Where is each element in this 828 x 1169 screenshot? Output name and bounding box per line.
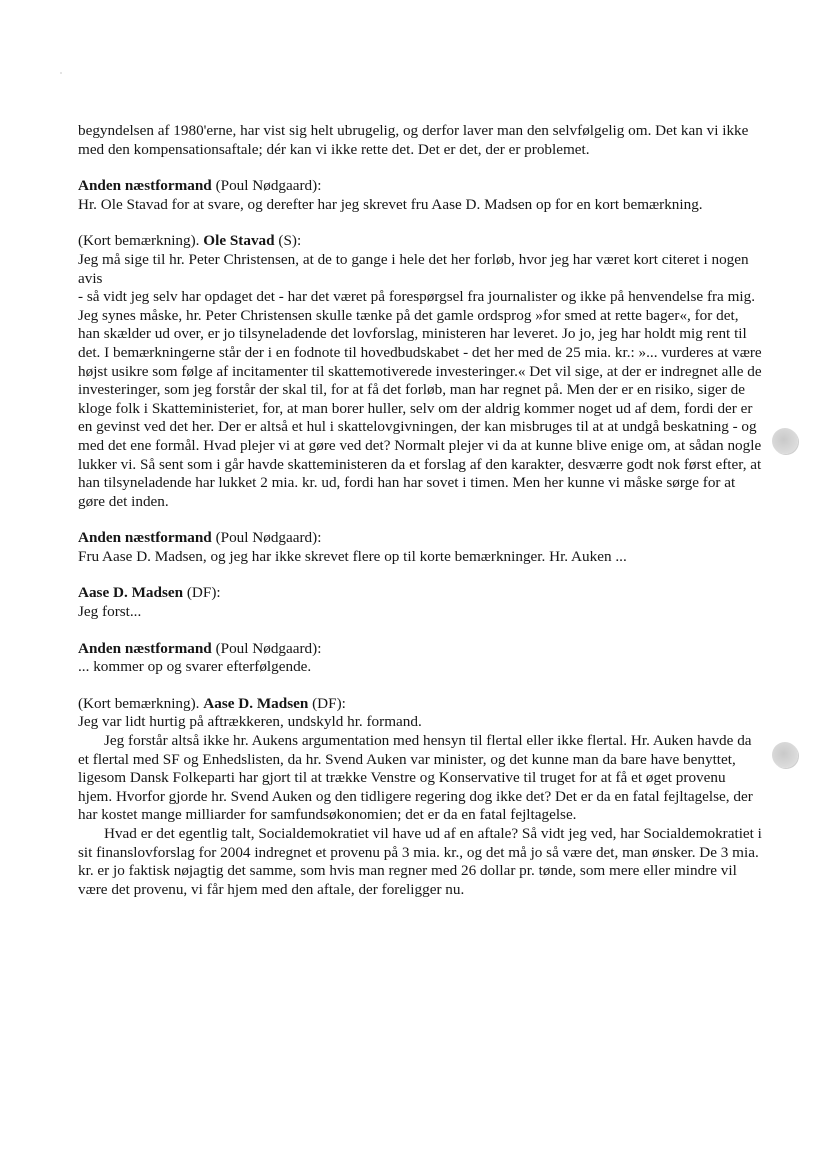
speaker-name: Anden næstformand xyxy=(78,639,212,657)
speaker-name: Anden næstformand xyxy=(78,177,212,195)
scan-speck xyxy=(60,72,62,74)
intro-paragraph: begyndelsen af 1980'erne, har vist sig helt ubrugelig, og derfor laver man den selvfølgelig om. Det kan vi ikke med den kompensationsaftale; dér kan vi ikke rette det. Det er det, der er problemet. xyxy=(78,122,749,158)
speech-paragraph: Jeg forstår altså ikke hr. Aukens argumentation med hensyn til flertal eller ikke flertal. Hr. Auken havde da et flertal med SF og Enhedslisten, da hr. Svend Auken var minister, og det kunne man da bare have benyttet, ligesom Dansk Folkeparti har gjort til at trække Venstre og Konservative til truget for at få et øget provenu hjem. Hvorfor gjorde hr. Svend Auken og den tidligere regering dog ikke det? Det er da en fatal fejltagelse, der har kostet mange milliarder for samfundsøkonomien; det er da en fatal fejltagelse. xyxy=(78,732,753,824)
speech-paragraph: - så vidt jeg selv har opdaget det - har det været på forespørgsel fra journalister og ikke på henvendelse fra mig. Jeg synes måske, hr. Peter Christensen skulle tænke på det gamle ordsprog »for smed at rette bager«, for det, han skælder ud over, er jo tilsyneladende det lovforslag, ministeren har leveret. Jo jo, jeg har holdt mig rent til det. I bemærkningerne står der i en fodnote til hovedbudskabet - det her med de 25 mia. kr.: »... vurderes at være højst usikre som følge af incitamenter til skattemotiverede investeringer.« Det vil sige, at der er indregnet alle de investeringer, som jeg forstår der skal til, for at få det forløb, man har regnet på. Men der er en risiko, siger de kloge folk i Skatteministeriet, for, at man borer huller, selv om der aldrig kommer noget ud af dem, fordi der er en gevinst ved det her. Der er altså et hul i skattelovgivningen, der kan misbruges til at at undgå beskatning - og med det ene formål. Hvad plejer vi at gøre ved det? Normalt plejer vi da at kunne blive enige om, at sådan nogle lukker vi. Så sent som i går havde skatteministeren da et forslag af den karakter, desværre godt nok først efter, at han tilsyneladende har lukket 2 mia. kr. ud, fordi han har sovet i timen. Men her kunne vi måske sørge for at gøre det inden. xyxy=(78,288,762,510)
speaker-party: (Poul Nødgaard): xyxy=(211,639,322,657)
speech-paragraph: Hvad er det egentlig talt, Socialdemokratiet vil have ud af en aftale? Så vidt jeg ved, har Socialdemokratiet i sit finanslovforslag for 2004 indregnet et provenu på 3 mia. kr., og det må jo så være det, man ønsker. De 3 mia. kr. er jo faktisk nøjagtig det samme, som hvis man regner med 26 dollar pr. tønde, som mere eller mindre vil være det provenu, vi får hjem med den aftale, der foreligger nu. xyxy=(78,825,762,898)
speech-paragraph: Jeg var lidt hurtig på aftrækkeren, undskyld hr. formand. xyxy=(78,713,422,731)
speech-paragraph: Jeg må sige til hr. Peter Christensen, at de to gange i hele det her forløb, hvor jeg har været kort citeret i nogen avis xyxy=(78,250,749,287)
speaker-party: (DF): xyxy=(183,584,221,602)
speaker-line xyxy=(78,695,763,714)
speaker-line xyxy=(78,529,763,548)
speaker-line xyxy=(78,640,763,659)
speech-paragraph: Fru Aase D. Madsen, og jeg har ikke skrevet flere op til korte bemærkninger. Hr. Auken ... xyxy=(78,547,627,565)
speaker-name: Anden næstformand xyxy=(78,529,212,547)
speech-block-2 xyxy=(78,232,763,511)
speaker-party: (DF): xyxy=(308,694,346,712)
speech-paragraph: ... kommer op og svarer efterfølgende. xyxy=(78,658,312,676)
punch-hole-upper xyxy=(772,428,798,454)
intro-block xyxy=(78,122,763,159)
speaker-name: Ole Stavad xyxy=(203,232,275,250)
speaker-line xyxy=(78,584,763,603)
speech-paragraph: Hr. Ole Stavad for at svare, og derefter har jeg skrevet fru Aase D. Madsen op for en kort bemærkning. xyxy=(78,195,703,213)
speaker-party: (Poul Nødgaard): xyxy=(211,177,322,195)
punch-hole-lower xyxy=(772,742,798,768)
speech-block-3 xyxy=(78,529,763,566)
speaker-name: Aase D. Madsen xyxy=(203,694,309,712)
speech-block-1 xyxy=(78,177,763,214)
speech-paragraph: Jeg forst... xyxy=(78,603,142,621)
speaker-prefix: (Kort bemærkning). xyxy=(78,232,204,250)
speaker-line xyxy=(78,232,763,251)
speech-block-6 xyxy=(78,695,763,900)
speaker-party: (S): xyxy=(274,232,302,250)
speaker-name: Aase D. Madsen xyxy=(78,584,184,602)
speech-block-5 xyxy=(78,640,763,677)
speaker-prefix: (Kort bemærkning). xyxy=(78,694,204,712)
speech-block-4 xyxy=(78,584,763,621)
document-page xyxy=(78,122,763,917)
speaker-party: (Poul Nødgaard): xyxy=(211,529,322,547)
speaker-line xyxy=(78,177,763,196)
